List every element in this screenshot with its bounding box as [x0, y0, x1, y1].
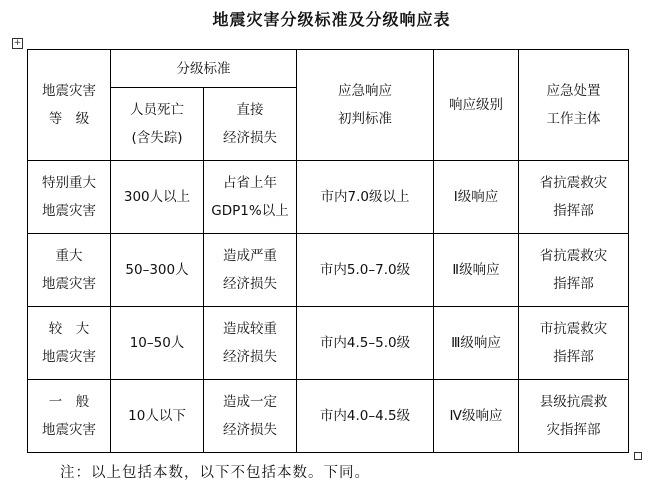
earthquake-grading-table	[27, 49, 629, 453]
row-level-line1: 特别重大	[42, 175, 96, 191]
table-row	[28, 307, 629, 380]
header-level-line2: 等 级	[48, 111, 90, 127]
table-row	[28, 234, 629, 307]
row-loss-line2: 经济损失	[223, 349, 277, 365]
header-level	[28, 50, 111, 161]
row-body-line1: 省抗震救灾	[539, 175, 608, 191]
row-level	[28, 161, 111, 234]
footnote: 注：以上包括本数，以下不包括本数。下同。	[60, 465, 370, 481]
row-body-line1: 省抗震救灾	[539, 248, 608, 264]
document-title: 地震灾害分级标准及分级响应表	[212, 10, 451, 29]
row-loss-line1: 造成严重	[223, 248, 277, 264]
row-level-line2: 地震灾害	[42, 422, 96, 438]
row-loss-line1: 占省上年	[223, 175, 277, 191]
row-casualties: 300人以上	[111, 161, 204, 234]
header-initial-criteria	[297, 50, 434, 161]
row-body-line2: 灾指挥部	[546, 422, 601, 438]
row-responsible-body	[519, 234, 629, 307]
row-initial-criteria: 市内4.5–5.0级	[297, 307, 434, 380]
row-body-line2: 指挥部	[553, 349, 594, 365]
row-response-level: Ⅳ级响应	[434, 380, 519, 453]
row-casualties: 10人以下	[111, 380, 204, 453]
row-body-line1: 市抗震救灾	[539, 321, 608, 337]
table-move-handle-icon[interactable]: +	[13, 38, 22, 48]
row-level	[28, 380, 111, 453]
row-response-level: Ⅲ级响应	[434, 307, 519, 380]
row-responsible-body	[519, 161, 629, 234]
header-casualties-line2: (含失踪)	[131, 130, 183, 146]
row-economic-loss	[204, 161, 297, 234]
header-economic-loss	[204, 88, 297, 161]
table-resize-handle-icon[interactable]	[634, 452, 642, 460]
row-level-line1: 较 大	[48, 321, 90, 337]
header-body-line2: 工作主体	[546, 111, 601, 127]
row-initial-criteria: 市内5.0–7.0级	[297, 234, 434, 307]
row-responsible-body	[519, 380, 629, 453]
row-level-line1: 重大	[55, 248, 83, 264]
header-level-line1: 地震灾害	[42, 83, 96, 99]
row-body-line2: 指挥部	[553, 276, 594, 292]
header-initial-line2: 初判标准	[338, 111, 392, 127]
header-responsible-body	[519, 50, 629, 161]
row-level	[28, 307, 111, 380]
row-loss-line2: 经济损失	[223, 276, 277, 292]
row-level-line2: 地震灾害	[42, 276, 96, 292]
row-response-level: Ⅰ级响应	[434, 161, 519, 234]
row-loss-line2: GDP1%以上	[211, 203, 289, 219]
row-initial-criteria: 市内4.0–4.5级	[297, 380, 434, 453]
row-economic-loss	[204, 234, 297, 307]
row-responsible-body	[519, 307, 629, 380]
row-casualties: 10–50人	[111, 307, 204, 380]
table-row	[28, 380, 629, 453]
row-response-level: Ⅱ级响应	[434, 234, 519, 307]
header-grading: 分级标准	[111, 50, 297, 88]
row-economic-loss	[204, 380, 297, 453]
header-body-line1: 应急处置	[546, 83, 601, 99]
header-initial-line1: 应急响应	[338, 83, 392, 99]
row-body-line1: 县级抗震救	[539, 394, 608, 410]
row-loss-line2: 经济损失	[223, 422, 277, 438]
row-level-line1: 一 般	[48, 394, 90, 410]
row-initial-criteria: 市内7.0级以上	[297, 161, 434, 234]
row-loss-line1: 造成一定	[223, 394, 277, 410]
header-response-level: 响应级别	[434, 50, 519, 161]
header-loss-line2: 经济损失	[223, 130, 277, 146]
header-casualties	[111, 88, 204, 161]
header-casualties-line1: 人员死亡	[130, 102, 184, 118]
row-body-line2: 指挥部	[553, 203, 594, 219]
row-casualties: 50–300人	[111, 234, 204, 307]
row-economic-loss	[204, 307, 297, 380]
table-row	[28, 161, 629, 234]
row-loss-line1: 造成较重	[223, 321, 277, 337]
header-loss-line1: 直接	[236, 102, 264, 118]
row-level	[28, 234, 111, 307]
row-level-line2: 地震灾害	[42, 203, 96, 219]
row-level-line2: 地震灾害	[42, 349, 96, 365]
